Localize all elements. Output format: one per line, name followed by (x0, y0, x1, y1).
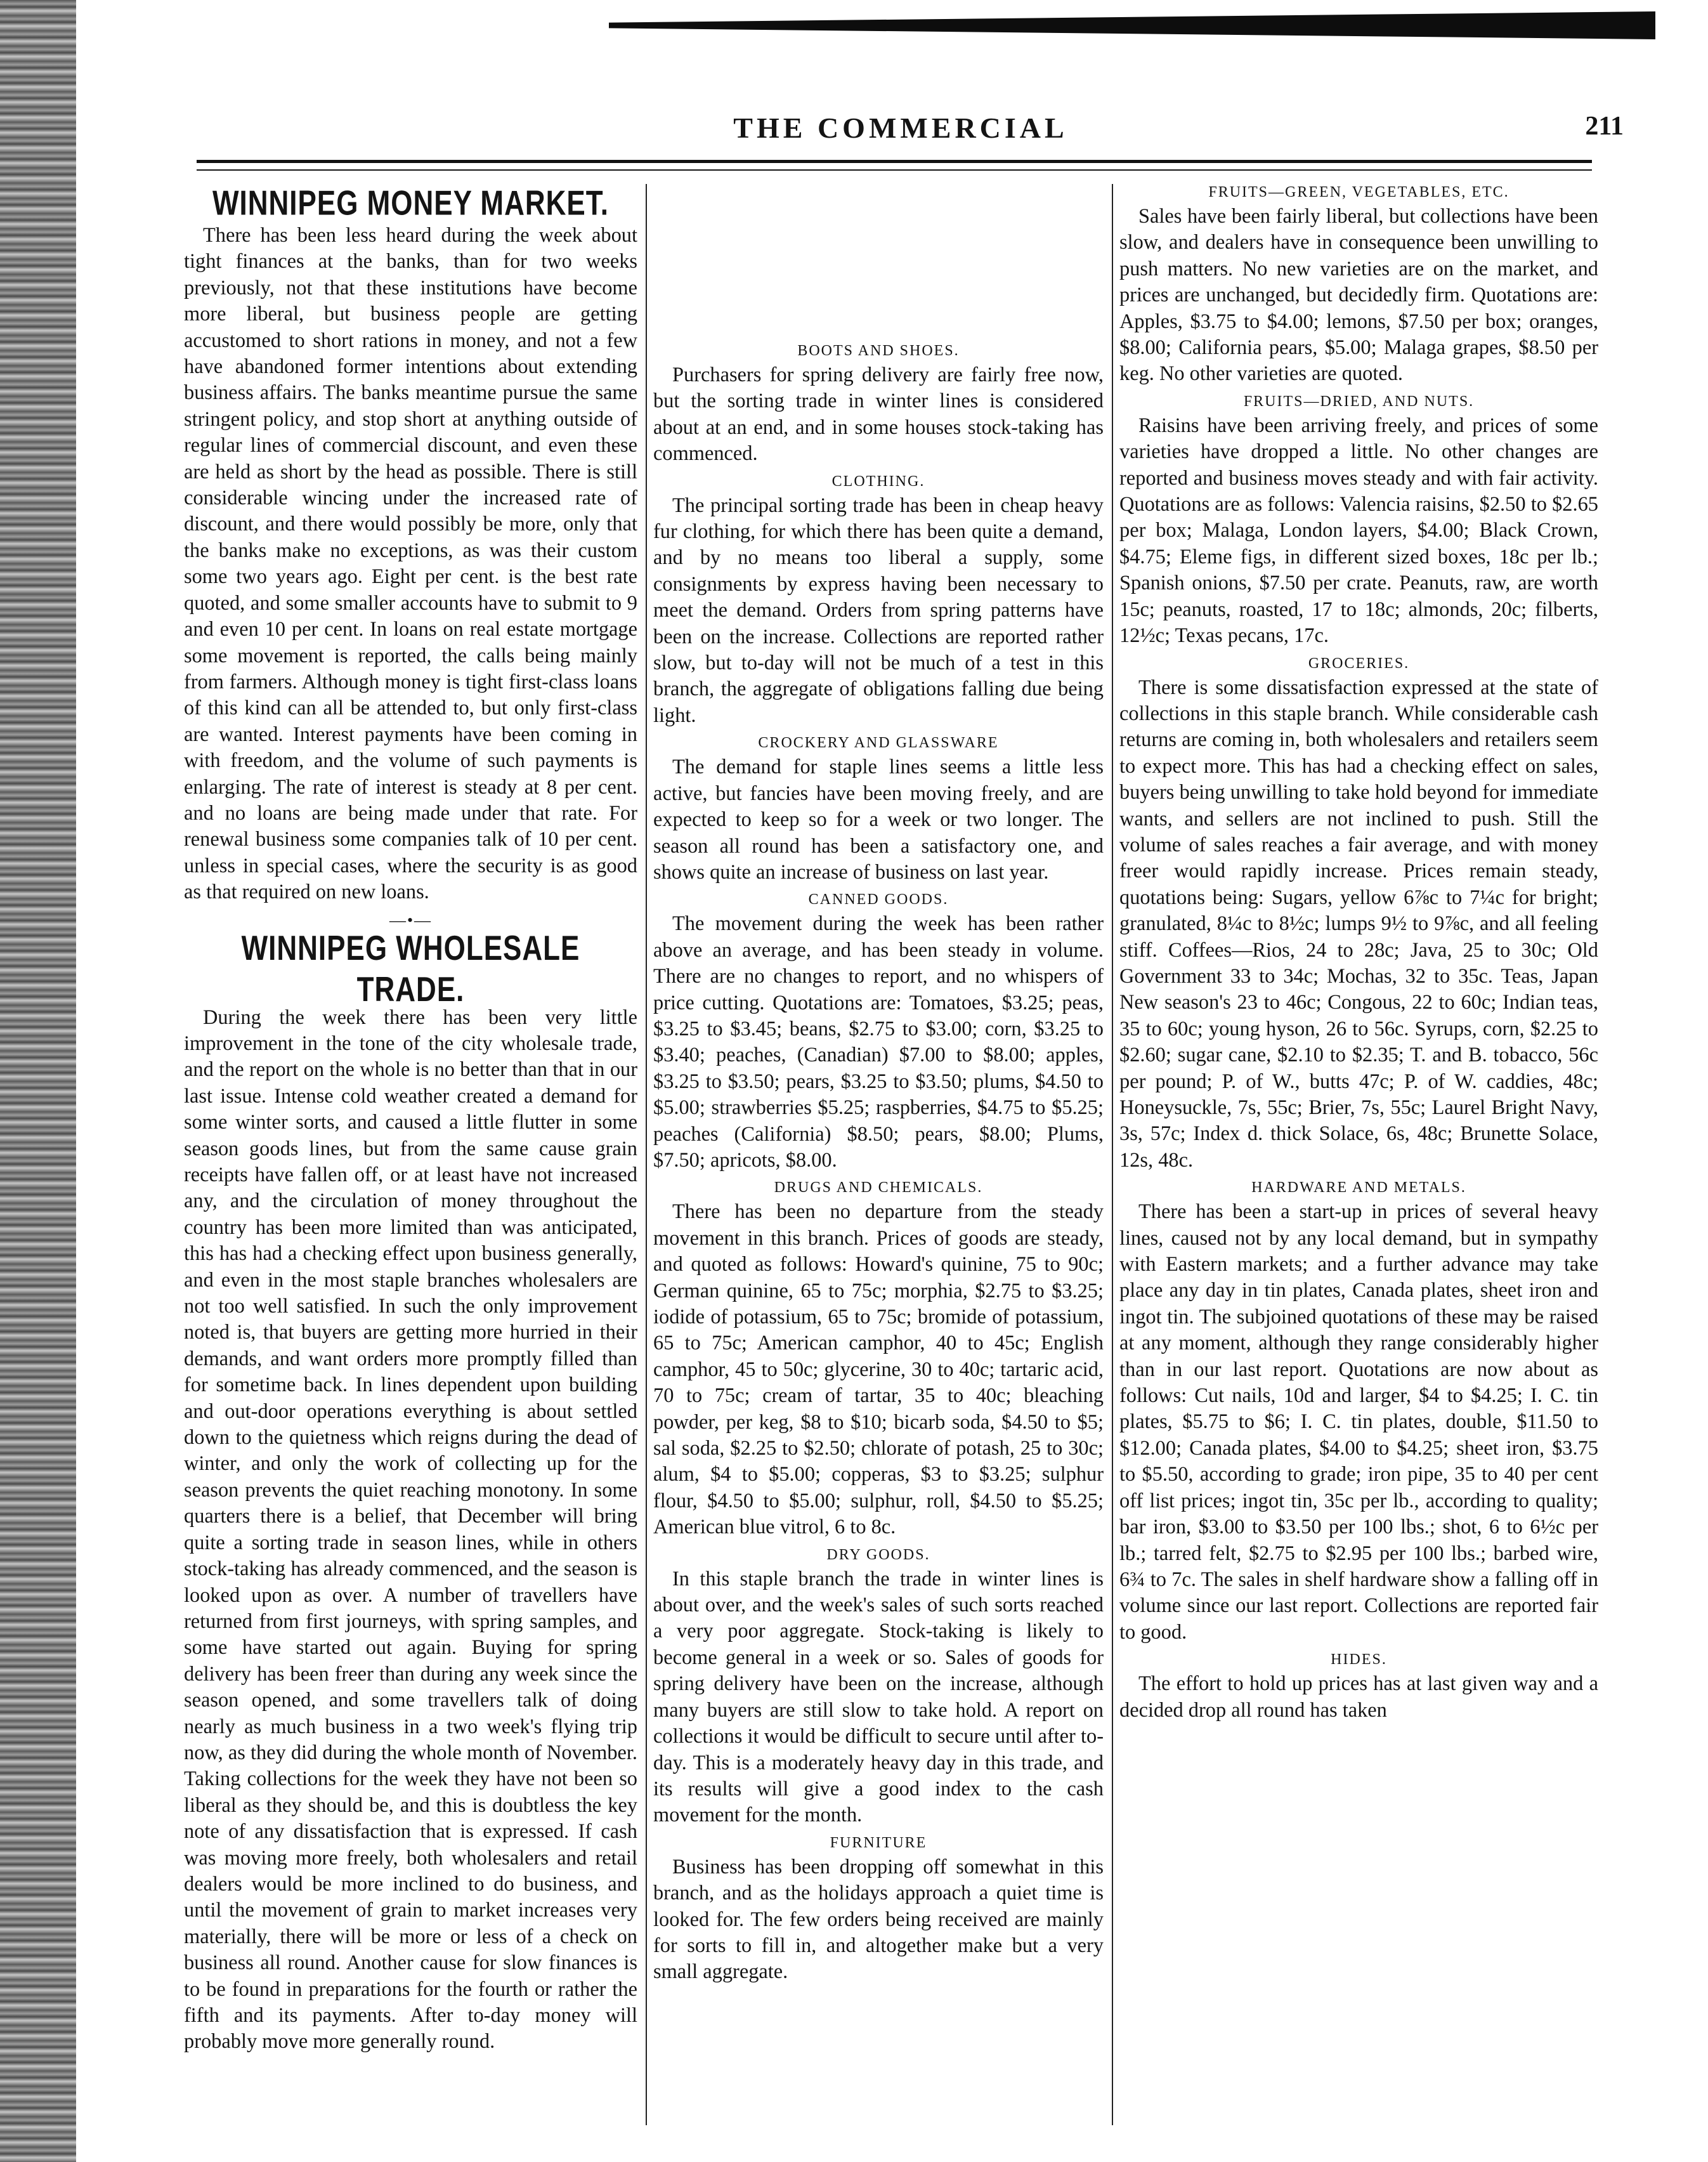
section-text: There is some dissatisfaction expressed at the state of collections in this staple branch. While considerable cash returns are coming in, both wholesalers and retailers seem to expect more. This has had a checking effect on sales, buyers being unwilling to take hold beyond for immediate wants, and sellers are not inclined to push. Still the volume of sales reaches a fair average, and with money freer would rapidly increase. Prices remain steady, quotations being: Sugars, yellow 6⅞c to 7¼c for bright; granulated, 8¼c to 8½c; lumps 9½ to 9⅞c, and all feeling stiff. Coffees—Rios, 24 to 28c; Java, 25 to 30c; Old Government 33 to 34c; Mochas, 32 to 35c. Teas, Japan New season's 23 to 46c; Congous, 22 to 60c; Indian teas, 35 to 60c; young hyson, 26 to 56c. Syrups, corn, $2.25 to $2.60; sugar cane, $2.10 to $2.35; T. and B. tobacco, 56c per pound; P. of W., butts 47c; P. of W. caddies, 48c; Honeysuckle, 7s, 55c; Brier, 7s, 55c; Laurel Bright Navy, 3s, 57c; Index d. thick Solace, 6s, 48c; Brunette Solace, 12s, 48c. (1119, 676, 1598, 1172)
running-head (178, 111, 1624, 149)
section-text: There has been no departure from the steady movement in this branch. Prices of goods are steady, and quoted as follows: Howard's quinine, 75 to 90c; German quinine, 65 to 75c; morphia, $2.75 to $3.25; iodide of potassium, 65 to 75c; bromide of potassium, 65 to 75c; American camphor, 40 to 45c; English camphor, 45 to 50c; glycerine, 30 to 40c; tartaric acid, 70 to 75c; cream of tartar, 35 to 40c; bleaching powder, per keg, $8 to $10; bicarb soda, $4.50 to $5; sal soda, $2.25 to $2.50; chlorate of potash, 25 to 30c; alum, $4 to $5.00; copperas, $3 to $3.25; sulphur flour, $4.50 to $5.00; sulphur, roll, $4.50 to $5.25; American blue vitrol, 6 to 8c. (653, 1200, 1104, 1539)
money-market-body: There has been less heard during the week about tight finances at the banks, than for two weeks previously, not that these institutions have become more liberal, but business people are getting accustomed to short rations in money, and not a few have abandoned former intentions about extending business affairs. The banks meantime pursue the same stringent policy, and stop short at anything outside of regular lines of commercial discount, and even these are held as short by the head as possible. There is still considerable wincing under the increased rate of discount, and there would possibly be more, only that the banks make no exceptions, as was their custom some two years ago. Eight per cent. is the best rate quoted, and some smaller accounts have to submit to 9 and even 10 per cent. In loans on real estate mortgage some movement is reported, the calls being mainly from farmers. Although money is tight first-class loans of this kind can all be attended to, but only first-class are wanted. Interest payments have been coming in with freedom, and the volume of such payments is enlarging. The rate of interest is steady at 8 per cent. and no loans are being made under that rate. For renewal business some companies talk of 10 per cent. unless in special cases, where the security is as good as that required on new loans. (184, 224, 637, 904)
section-text: The demand for staple lines seems a little less active, but fancies have been moving freely, and are expected to keep so for a week or two longer. The season all round has been a satisfactory one, and shows quite an increase of business on last year. (653, 756, 1104, 884)
intro-continuation-spacer (653, 181, 1104, 339)
wholesale-trade-headline: WINNIPEG WHOLESALE TRADE. (241, 928, 580, 1009)
header-rule (197, 160, 1592, 171)
section-text: Sales have been fairly liberal, but collections have been slow, and dealers have in consequence been unwilling to push matters. No new varieties are on the market, and prices are unchanged, but decidedly firm. Quotations are: Apples, $3.75 to $4.00; lemons, $7.50 per box; oranges, $8.00; California pears, $5.00; Malaga grapes, $8.50 per keg. No other varieties are quoted. (1119, 205, 1598, 386)
section-ornament: —•— (389, 910, 433, 929)
top-rule (609, 11, 1655, 39)
section-title: DRUGS AND CHEMICALS. (774, 1179, 983, 1196)
column-3 (1119, 181, 1598, 2135)
section-title: DRY GOODS. (826, 1546, 930, 1563)
section-title: HARDWARE AND METALS. (1251, 1179, 1466, 1196)
section-title: CROCKERY AND GLASSWARE (758, 735, 999, 752)
section-text: There has been a start-up in prices of several heavy lines, caused not by any local demand, but in sympathy with Eastern markets; and a further advance may take place any day in tin plates, Canada plates, sheet iron and ingot tin. The subjoined quotations of these may be raised at any moment, although they range considerably higher than in our last report. Quotations are now about as follows: Cut nails, 10d and larger, $4 to $4.25; I. C. tin plates, $5.75 to $6; I. C. tin plates, double, $11.50 to $12.00; Canada plates, $4.00 to $4.25; sheet iron, $3.75 to $5.50, according to grade; iron pipe, 35 to 40 per cent off list prices; ingot tin, 35c per lb., according to quality; bar iron, $3.00 to $3.50 per 100 lbs.; shot, 6 to 6½c per lb.; tarred felt, $2.75 to $2.95 per 100 lbs.; barbed wire, 6¾ to 7c. The sales in shelf hardware show a falling off in volume since our last report. Collections are reported fair to good. (1119, 1200, 1598, 1644)
section-title: FRUITS—GREEN, VEGETABLES, ETC. (1208, 184, 1509, 200)
section-title: HIDES. (1331, 1651, 1387, 1668)
section-text: The principal sorting trade has been in cheap heavy fur clothing, for which there has been quite a demand, and by no means too liberal a supply, some consignments by express having been necessary to meet the demand. Orders from spring patterns have been on the increase. Collections are reported rather slow, but to-day will not be much of a test in this branch, the aggregate of obligations falling due being light. (653, 494, 1104, 727)
wholesale-trade-intro: During the week there has been very little improvement in the tone of the city wholesale trade, and the report on the whole is no better than that in our last issue. Intense cold weather created a demand for some winter sorts, and caused a little flutter in some season goods lines, but from the same cause grain receipts have fallen off, or at least have not increased any, and the circulation of money throughout the country has been more limited than was anticipated, this has had a checking effect upon business generally, and even in the most staple branches wholesalers are not too well satisfied. In such the only improvement noted is, that buyers are getting more hurried in their demands, and want orders more promptly filled than for sometime back. In lines dependent upon building and out-door operations everything is about settled down to the quietness which reigns during the dead of winter, and only the work of collecting up for the season prevents the quiet reaching monotony. In some quarters there is a belief, that December will bring quite a sorting trade in season lines, while in others stock-taking has already commenced, and the season is looked upon as over. A number of travellers have returned from first journeys, with spring samples, and some have started out again. Buying for spring delivery has been freer than during any week since the season opened, and some travellers talk of doing nearly as much business in a two week's flying trip now, as they did during the whole month of November. Taking collections for the week they have not been so liberal as they should be, and this is doubtless the key note of any dissatisfaction that is expressed. If cash was moving more freely, both wholesalers and retail dealers would be more inclined to do business, and until the movement of grain to market increases very materially, there will be more or less of a check on business all round. Another cause for slow finances is to be found in preparations for the fourth or rather the fifth and its payments. After to-day money will probably move more generally round. (184, 1006, 637, 2054)
section-text: In this staple branch the trade in winter lines is about over, and the week's sales of such sorts reached a very poor aggregate. Stock-taking is likely to become general in a week or so. Sales of goods for spring delivery have been on the increase, although many buyers are still slow to take hold. A report on collections it would be difficult to secure until after to-day. This is a moderately heavy day in this trade, and its results will give a good index to the cash movement for the month. (653, 1567, 1104, 1827)
column-2 (653, 181, 1104, 2135)
section-title: BOOTS AND SHOES. (797, 343, 960, 359)
section-text: The movement during the week has been rather above an average, and has been steady in volume. There are no changes to report, and no whispers of price cutting. Quotations are: Tomatoes, $3.25; peas, $3.25 to $3.45; beans, $2.75 to $3.00; corn, $3.25 to $3.40; peaches, (Canadian) $7.00 to $8.00; apples, $3.25 to $3.50; pears, $3.25 to $3.50; plums, $4.50 to $5.00; strawberries $5.25; raspberries, $4.75 to $5.25; peaches (California) $8.50; pears, $8.00; Plums, $7.50; apricots, $8.00. (653, 912, 1104, 1172)
section-text: Business has been dropping off somewhat in this branch, and as the holidays approach a quiet time is looked for. The few orders being received are mainly for sorts to fill in, and altogether make but a very small aggregate. (653, 1855, 1104, 1984)
section-text: Purchasers for spring delivery are fairly free now, but the sorting trade in winter lines is considered about at an end, and in some houses stock-taking has commenced. (653, 364, 1104, 466)
money-market-headline: WINNIPEG MONEY MARKET. (212, 183, 609, 223)
section-text: Raisins have been arriving freely, and prices of some varieties have dropped a little. No other changes are reported and business moves steady and with fair activity. Quotations are as follows: Valencia raisins, $2.50 to $2.65 per box; Malaga, London layers, $4.00; Black Crown, $4.75; Eleme figs, in different sized boxes, 18c per lb.; Spanish onions, $7.50 per crate. Peanuts, raw, are worth 15c; peanuts, roasted, 17 to 18c; almonds, 20c; filberts, 12½c; Texas pecans, 17c. (1119, 414, 1598, 648)
section-title: GROCERIES. (1308, 655, 1410, 672)
section-title: FRUITS—DRIED, AND NUTS. (1243, 393, 1475, 410)
section-title: CLOTHING. (831, 473, 925, 490)
section-title: CANNED GOODS. (808, 891, 949, 908)
column-rule (646, 184, 647, 2125)
masthead: THE COMMERCIAL (733, 112, 1068, 144)
section-text: The effort to hold up prices has at last given way and a decided drop all round has taken (1119, 1672, 1598, 1722)
column-rule (1112, 184, 1113, 2125)
scan-edge (0, 0, 76, 2162)
page-number: 211 (1585, 112, 1624, 141)
column-1 (184, 181, 637, 2135)
section-title: FURNITURE (830, 1834, 927, 1851)
